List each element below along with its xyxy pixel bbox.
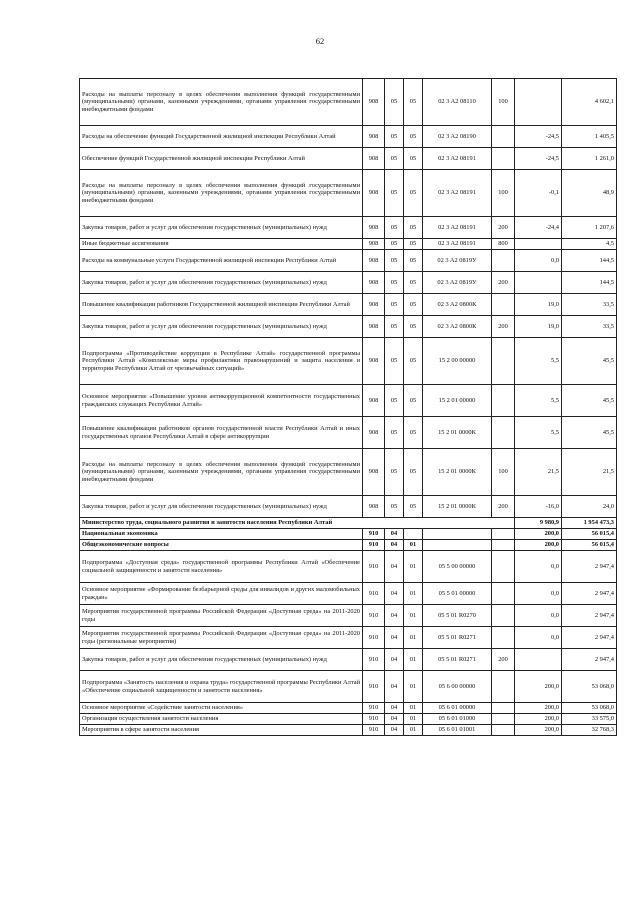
cell-name: Повышение квалификации работников Государственной жилищной инспекции Республики Алтай xyxy=(80,294,363,316)
cell-vr xyxy=(492,529,515,540)
cell-ved: 908 xyxy=(363,294,385,316)
cell-ved: 908 xyxy=(363,148,385,170)
cell-ved: 910 xyxy=(363,627,385,649)
cell-csr: 05 6 01 01000 xyxy=(423,714,492,725)
cell-pr: 05 xyxy=(404,417,423,449)
cell-csr: 05 5 01 R0271 xyxy=(423,627,492,649)
cell-ved: 908 xyxy=(363,217,385,239)
table-row xyxy=(80,627,617,649)
cell-change: 200,0 xyxy=(515,671,562,703)
cell-vr: 200 xyxy=(492,496,515,518)
cell-pr: 05 xyxy=(404,148,423,170)
cell-vr xyxy=(492,725,515,736)
cell-pr: 01 xyxy=(404,703,423,714)
cell-ved: 908 xyxy=(363,316,385,338)
cell-total: 1 405,5 xyxy=(562,126,617,148)
cell-rz: 04 xyxy=(385,649,404,671)
cell-total: 2 947,4 xyxy=(562,583,617,605)
cell-ved: 908 xyxy=(363,126,385,148)
cell-ved: 908 xyxy=(363,272,385,294)
cell-csr: 02 3 A2 0819У xyxy=(423,272,492,294)
cell-csr: 05 5 01 R0270 xyxy=(423,605,492,627)
cell-total: 56 015,4 xyxy=(562,540,617,551)
cell-ved: 910 xyxy=(363,714,385,725)
cell-ved: 908 xyxy=(363,449,385,496)
cell-ved: 910 xyxy=(363,671,385,703)
table-row xyxy=(80,126,617,148)
table-row xyxy=(80,714,617,725)
cell-csr xyxy=(423,529,492,540)
cell-name: Мероприятия в сфере занятости населения xyxy=(80,725,363,736)
cell-name: Обеспечение функций Государственной жилищной инспекции Республики Алтай xyxy=(80,148,363,170)
cell-pr: 01 xyxy=(404,671,423,703)
cell-name: Подпрограмма «Доступная среда» государственной программы Республики Алтай «Обеспечение социальной защищенности и занятости населения» xyxy=(80,551,363,583)
cell-rz: 05 xyxy=(385,449,404,496)
cell-rz: 04 xyxy=(385,551,404,583)
cell-vr xyxy=(492,417,515,449)
cell-ved: 908 xyxy=(363,338,385,385)
cell-change: 0,0 xyxy=(515,250,562,272)
cell-vr xyxy=(492,540,515,551)
cell-vr xyxy=(492,703,515,714)
table-row xyxy=(80,170,617,217)
cell-rz: 05 xyxy=(385,170,404,217)
cell-change: 200,0 xyxy=(515,714,562,725)
cell-total: 4,5 xyxy=(562,239,617,250)
table-row xyxy=(80,649,617,671)
cell-rz: 04 xyxy=(385,627,404,649)
cell-rz: 04 xyxy=(385,714,404,725)
cell-pr: 01 xyxy=(404,583,423,605)
cell-total: 1 954 473,3 xyxy=(562,518,617,529)
cell-total: 45,5 xyxy=(562,338,617,385)
cell-change: 21,5 xyxy=(515,449,562,496)
budget-table-body xyxy=(80,79,617,736)
cell-pr: 05 xyxy=(404,338,423,385)
cell-change: -0,1 xyxy=(515,170,562,217)
cell-csr: 05 6 00 00000 xyxy=(423,671,492,703)
cell-csr: 15 2 01 0000К xyxy=(423,496,492,518)
cell-vr xyxy=(492,551,515,583)
cell-rz: 05 xyxy=(385,496,404,518)
cell-name: Повышение квалификации работников органов государственной власти Республики Алтай и иных государственных органов Республики Алтай в сфере антикоррупции xyxy=(80,417,363,449)
table-row xyxy=(80,496,617,518)
table-row xyxy=(80,518,617,529)
cell-pr: 01 xyxy=(404,540,423,551)
cell-total: 144,5 xyxy=(562,272,617,294)
cell-change: 0,0 xyxy=(515,605,562,627)
cell-ved: 908 xyxy=(363,170,385,217)
cell-csr: 02 3 A2 08191 xyxy=(423,239,492,250)
cell-ved: 910 xyxy=(363,703,385,714)
cell-rz: 05 xyxy=(385,294,404,316)
cell-csr: 05 5 00 00000 xyxy=(423,551,492,583)
table-row xyxy=(80,583,617,605)
cell-csr: 05 5 01 R0271 xyxy=(423,649,492,671)
cell-vr xyxy=(492,583,515,605)
table-row xyxy=(80,250,617,272)
cell-rz: 05 xyxy=(385,217,404,239)
cell-rz: 04 xyxy=(385,671,404,703)
cell-ved: 910 xyxy=(363,540,385,551)
cell-change: 19,0 xyxy=(515,294,562,316)
cell-vr: 200 xyxy=(492,217,515,239)
cell-csr: 02 3 A2 08191 xyxy=(423,170,492,217)
cell-vr xyxy=(492,605,515,627)
cell-pr: 05 xyxy=(404,449,423,496)
cell-change: 5,5 xyxy=(515,417,562,449)
cell-vr: 100 xyxy=(492,79,515,126)
cell-name: Основное мероприятие «Повышение уровня антикоррупционной компетентности государственных гражданских служащих Республики Алтай» xyxy=(80,385,363,417)
cell-change xyxy=(515,79,562,126)
cell-total: 45,5 xyxy=(562,385,617,417)
cell-csr: 02 3 A2 08110 xyxy=(423,79,492,126)
cell-pr: 05 xyxy=(404,385,423,417)
cell-csr: 02 3 A2 08191 xyxy=(423,148,492,170)
cell-name: Расходы на обеспечение функций Государственной жилищной инспекции Республики Алтай xyxy=(80,126,363,148)
cell-change: 200,0 xyxy=(515,703,562,714)
cell-name: Организация осуществления занятости населения xyxy=(80,714,363,725)
table-row xyxy=(80,385,617,417)
cell-total: 2 947,4 xyxy=(562,627,617,649)
cell-ved: 908 xyxy=(363,239,385,250)
cell-pr: 05 xyxy=(404,170,423,217)
cell-vr xyxy=(492,250,515,272)
cell-rz: 05 xyxy=(385,338,404,385)
cell-pr xyxy=(404,529,423,540)
cell-total: 45,5 xyxy=(562,417,617,449)
budget-table xyxy=(79,78,617,736)
table-row xyxy=(80,294,617,316)
cell-total: 33 575,0 xyxy=(562,714,617,725)
cell-pr: 05 xyxy=(404,239,423,250)
cell-name: Расходы на выплаты персоналу в целях обеспечения выполнения функций государственными (муниципальными) органами, казенными учреждениями, органами управления государственными внебюджетными фондами xyxy=(80,170,363,217)
cell-csr: 15 2 00 00000 xyxy=(423,338,492,385)
cell-csr: 05 6 01 00000 xyxy=(423,703,492,714)
cell-csr: 15 2 01 0000К xyxy=(423,449,492,496)
cell-name: Общеэкономические вопросы xyxy=(80,540,363,551)
table-row xyxy=(80,725,617,736)
cell-name: Подпрограмма «Противодействие коррупции в Республике Алтай» государственной программы Республики Алтай «Комплексные меры профилактики правонарушений и защита населения и территории Республики Алтай от чрезвычайных ситуаций» xyxy=(80,338,363,385)
cell-total: 1 261,0 xyxy=(562,148,617,170)
cell-rz: 05 xyxy=(385,385,404,417)
table-row xyxy=(80,79,617,126)
cell-rz: 04 xyxy=(385,540,404,551)
cell-rz: 04 xyxy=(385,583,404,605)
cell-rz: 04 xyxy=(385,605,404,627)
cell-rz: 05 xyxy=(385,316,404,338)
cell-change: -24,4 xyxy=(515,217,562,239)
table-row xyxy=(80,671,617,703)
cell-vr xyxy=(492,714,515,725)
cell-vr xyxy=(492,627,515,649)
cell-total: 53 068,0 xyxy=(562,703,617,714)
cell-vr: 100 xyxy=(492,449,515,496)
cell-pr: 05 xyxy=(404,272,423,294)
cell-pr: 05 xyxy=(404,217,423,239)
cell-vr xyxy=(492,671,515,703)
table-row xyxy=(80,217,617,239)
cell-csr xyxy=(423,540,492,551)
table-row xyxy=(80,449,617,496)
cell-ved: 908 xyxy=(363,496,385,518)
cell-ved: 908 xyxy=(363,79,385,126)
cell-ved: 908 xyxy=(363,250,385,272)
cell-name: Подпрограмма «Занятость населения и охрана труда» государственной программы Республики Алтай «Обеспечение социальной защищенности и занятости населения» xyxy=(80,671,363,703)
cell-total: 56 015,4 xyxy=(562,529,617,540)
cell-name: Расходы на коммунальные услуги Государственной жилищной инспекции Республики Алтай xyxy=(80,250,363,272)
cell-rz: 05 xyxy=(385,126,404,148)
cell-change: 0,0 xyxy=(515,583,562,605)
cell-name: Закупка товаров, работ и услуг для обеспечения государственных (муниципальных) нужд xyxy=(80,316,363,338)
cell-total: 53 068,0 xyxy=(562,671,617,703)
page-number: 62 xyxy=(315,36,325,46)
budget-table-container xyxy=(79,78,616,736)
cell-csr: 05 5 01 00000 xyxy=(423,583,492,605)
cell-pr: 05 xyxy=(404,294,423,316)
cell-rz: 05 xyxy=(385,417,404,449)
cell-rz: 05 xyxy=(385,79,404,126)
cell-change: 200,0 xyxy=(515,725,562,736)
cell-change: 5,5 xyxy=(515,338,562,385)
cell-change xyxy=(515,272,562,294)
cell-rz: 04 xyxy=(385,703,404,714)
cell-rz: 05 xyxy=(385,272,404,294)
cell-name: Основное мероприятие «Содействие занятости населения» xyxy=(80,703,363,714)
cell-csr: 02 3 A2 0819У xyxy=(423,250,492,272)
cell-name: Основное мероприятие «Формирование безбарьерной среды для инвалидов и других маломобильных граждан» xyxy=(80,583,363,605)
table-row xyxy=(80,551,617,583)
cell-ved: 910 xyxy=(363,725,385,736)
cell-name: Расходы на выплаты персоналу в целях обеспечения выполнения функций государственными (муниципальными) органами, казенными учреждениями, органами управления государственными внебюджетными фондами xyxy=(80,79,363,126)
cell-change xyxy=(515,239,562,250)
cell-name: Национальная экономика xyxy=(80,529,363,540)
cell-csr: 02 3 A2 0800К xyxy=(423,294,492,316)
cell-name: Закупка товаров, работ и услуг для обеспечения государственных (муниципальных) нужд xyxy=(80,272,363,294)
cell-vr xyxy=(492,385,515,417)
table-row xyxy=(80,338,617,385)
cell-change: 19,0 xyxy=(515,316,562,338)
cell-csr: 02 3 A2 0800К xyxy=(423,316,492,338)
cell-name: Расходы на выплаты персоналу в целях обеспечения выполнения функций государственными (муниципальными) органами, казенными учреждениями, органами управления государственными внебюджетными фондами xyxy=(80,449,363,496)
cell-change: 200,0 xyxy=(515,540,562,551)
table-row xyxy=(80,605,617,627)
cell-rz: 05 xyxy=(385,239,404,250)
cell-total: 32 768,3 xyxy=(562,725,617,736)
cell-csr: 02 3 A2 08190 xyxy=(423,126,492,148)
cell-rz: 04 xyxy=(385,529,404,540)
cell-pr: 05 xyxy=(404,316,423,338)
table-row xyxy=(80,239,617,250)
cell-csr: 15 2 01 00000 xyxy=(423,385,492,417)
cell-total: 33,5 xyxy=(562,316,617,338)
cell-total: 2 947,4 xyxy=(562,605,617,627)
table-row xyxy=(80,417,617,449)
cell-pr: 05 xyxy=(404,496,423,518)
cell-total: 144,5 xyxy=(562,250,617,272)
cell-change: 5,5 xyxy=(515,385,562,417)
cell-name: Закупка товаров, работ и услуг для обеспечения государственных (муниципальных) нужд xyxy=(80,649,363,671)
cell-change: 0,0 xyxy=(515,551,562,583)
cell-vr: 200 xyxy=(492,316,515,338)
cell-vr xyxy=(492,338,515,385)
cell-csr: 05 6 01 01001 xyxy=(423,725,492,736)
cell-vr xyxy=(492,294,515,316)
table-row xyxy=(80,316,617,338)
cell-total: 4 602,1 xyxy=(562,79,617,126)
cell-csr: 02 3 A2 08191 xyxy=(423,217,492,239)
cell-vr: 200 xyxy=(492,272,515,294)
table-row xyxy=(80,272,617,294)
cell-change: 0,0 xyxy=(515,627,562,649)
cell-name: Закупка товаров, работ и услуг для обеспечения государственных (муниципальных) нужд xyxy=(80,496,363,518)
cell-vr xyxy=(492,126,515,148)
cell-ved: 910 xyxy=(363,551,385,583)
cell-total: 1 207,6 xyxy=(562,217,617,239)
cell-total: 24,0 xyxy=(562,496,617,518)
cell-name: Закупка товаров, работ и услуг для обеспечения государственных (муниципальных) нужд xyxy=(80,217,363,239)
cell-total: 2 947,4 xyxy=(562,551,617,583)
cell-change: -24,5 xyxy=(515,126,562,148)
cell-vr: 200 xyxy=(492,649,515,671)
table-row xyxy=(80,148,617,170)
cell-name: Мероприятия государственной программы Российской Федерации «Доступная среда» на 2011-2020 годы xyxy=(80,605,363,627)
table-row xyxy=(80,529,617,540)
cell-ved: 910 xyxy=(363,649,385,671)
cell-change xyxy=(515,649,562,671)
cell-change: 9 980,9 xyxy=(515,518,562,529)
cell-total: 2 947,4 xyxy=(562,649,617,671)
cell-rz: 04 xyxy=(385,725,404,736)
cell-total: 33,5 xyxy=(562,294,617,316)
cell-csr: 15 2 01 0000К xyxy=(423,417,492,449)
cell-ved: 910 xyxy=(363,605,385,627)
cell-name: Иные бюджетные ассигнования xyxy=(80,239,363,250)
cell-change: 200,0 xyxy=(515,529,562,540)
cell-vr: 800 xyxy=(492,239,515,250)
table-row xyxy=(80,703,617,714)
cell-ved: 910 xyxy=(363,583,385,605)
cell-pr: 05 xyxy=(404,250,423,272)
cell-pr: 01 xyxy=(404,649,423,671)
cell-vr xyxy=(492,148,515,170)
cell-vr: 100 xyxy=(492,170,515,217)
cell-name: Министерство труда, социального развития и занятости населения Республики Алтай xyxy=(80,518,515,529)
cell-name: Мероприятия государственной программы Российской Федерации «Доступная среда» на 2011-2020 годы (региональные мероприятия) xyxy=(80,627,363,649)
cell-ved: 908 xyxy=(363,417,385,449)
cell-pr: 01 xyxy=(404,714,423,725)
cell-change: -16,0 xyxy=(515,496,562,518)
cell-pr: 01 xyxy=(404,725,423,736)
cell-pr: 01 xyxy=(404,627,423,649)
cell-total: 48,9 xyxy=(562,170,617,217)
cell-pr: 05 xyxy=(404,79,423,126)
cell-change: -24,5 xyxy=(515,148,562,170)
cell-rz: 05 xyxy=(385,148,404,170)
cell-rz: 05 xyxy=(385,250,404,272)
cell-pr: 01 xyxy=(404,605,423,627)
cell-ved: 910 xyxy=(363,529,385,540)
cell-total: 21,5 xyxy=(562,449,617,496)
table-row xyxy=(80,540,617,551)
cell-ved: 908 xyxy=(363,385,385,417)
cell-pr: 01 xyxy=(404,551,423,583)
cell-pr: 05 xyxy=(404,126,423,148)
